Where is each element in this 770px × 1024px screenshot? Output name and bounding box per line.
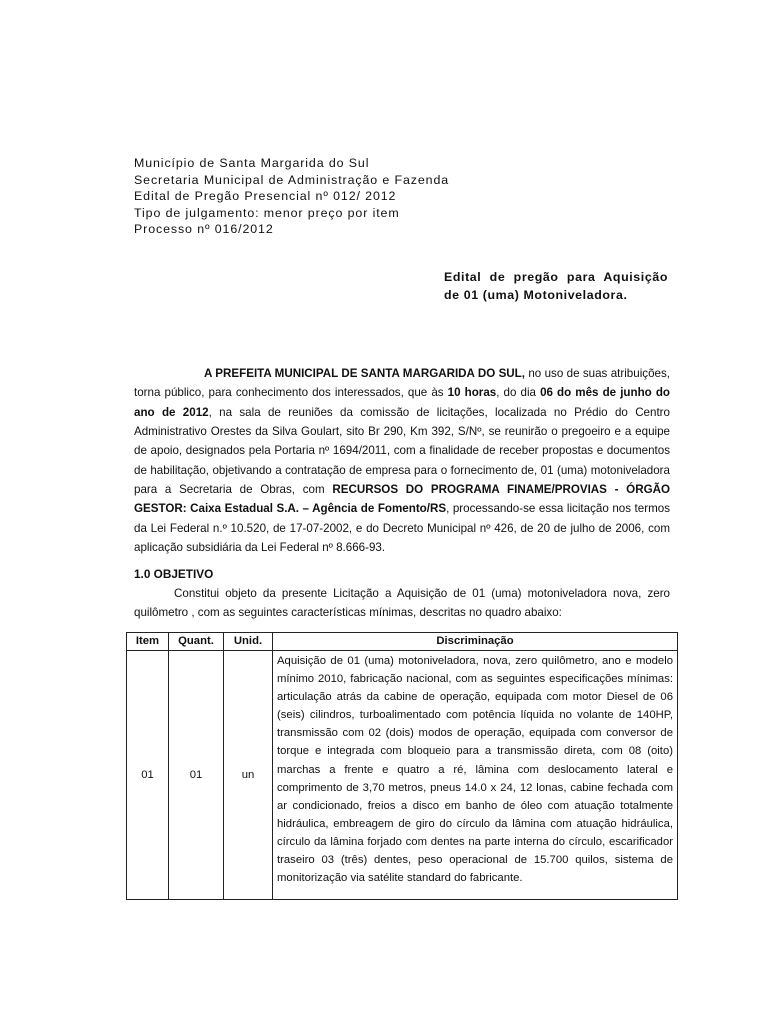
intro-paragraph (134, 364, 670, 557)
header-judgment-type: Tipo de julgamento: menor preço por item (134, 205, 400, 220)
intro-funding-source: RECURSOS DO PROGRAMA FINAME/PROVIAS - ÓRGÃO GESTOR: Caixa Estadual S.A. – Agência de Fomento/RS (134, 483, 670, 516)
header-edital-number: Edital de Pregão Presencial nº 012/ 2012 (134, 189, 397, 204)
header-description: Discriminação (273, 633, 678, 651)
header-secretariat: Secretaria Municipal de Administração e Fazenda (134, 172, 450, 187)
header-quant: Quant. (169, 633, 224, 651)
header-municipality: Município de Santa Margarida do Sul (134, 156, 370, 170)
table-row (127, 651, 678, 900)
cell-item: 01 (127, 651, 169, 900)
document-header (134, 155, 554, 238)
intro-text-2: , do dia (496, 386, 541, 400)
header-process-number: Processo nº 016/2012 (134, 222, 274, 237)
intro-text-3: , na sala de reuniões da comissão de licitações, localizada no Prédio do Centro Administrativo Orestes da Silva Goulart, sito Br 290, Km 392, S/Nº, se reunirão o pregoeiro e a equipe de apoio, designados pela Portaria nº 1694/2011, com a finalidade de receber propostas e documentos de habilitação, objetivando a contratação de empresa para o fornecimento de, 01 (uma) motoniveladora para a Secretaria de Obras, com (134, 405, 670, 497)
cell-quant: 01 (169, 651, 224, 900)
intro-time: 10 horas (447, 386, 497, 400)
table-header-row (127, 633, 678, 651)
document-subject: Edital de pregão para Aquisição de 01 (uma) Motoniveladora. (444, 270, 668, 302)
intro-date: 06 do mês de junho do ano de 2012 (134, 386, 670, 419)
cell-unid: un (224, 651, 273, 900)
intro-authority: A PREFEITA MUNICIPAL DE SANTA MARGARIDA DO SUL, (204, 367, 525, 380)
header-item: Item (127, 633, 169, 651)
intro-text-1: no uso de suas atribuições, torna público, para conhecimento dos interessados, que às (134, 367, 670, 400)
header-unid: Unid. (224, 633, 273, 651)
cell-description: Aquisição de 01 (uma) motoniveladora, nova, zero quilômetro, ano e modelo mínimo 2010, fabricação nacional, com as seguintes especificações mínimas: articulação atrás da cabine de operação, equipada com motor Diesel de 06 (seis) cilindros, turboalimentado com potência líquida no volante de 140HP, transmissão com 02 (dois) modos de operação, equipada com conversor de torque e integrada com bloqueio para a transmissão direta, com 08 (oito) marchas a frente e quatro a ré, lâmina com deslocamento lateral e comprimento de 3,70 metros, pneus 14.0 x 24, 12 lonas, cabine fechada com ar condicionado, freios a disco em banho de óleo com atuação totalmente hidráulica, embreagem de giro do círculo da lâmina com atuação hidráulica, círculo da lâmina forjado com dentes na parte interna do círculo, escarificador traseiro 03 (três) dentes, peso operacional de 15.700 quilos, sistema de monitorização via satélite standard do fabricante. (273, 651, 678, 900)
intro-text-4: , processando-se essa licitação nos termos da Lei Federal n.º 10.520, de 17-07-2002, e do Decreto Municipal nº 426, de 20 de julho de 2006, com aplicação subsidiária da Lei Federal nº 8.666-93. (134, 502, 670, 555)
objective-paragraph: Constitui objeto da presente Licitação a Aquisição de 01 (uma) motoniveladora nova, zero quilômetro , com as seguintes características mínimas, descritas no quadro abaixo: (134, 587, 670, 620)
items-table (126, 632, 678, 900)
section-title: 1.0 OBJETIVO (134, 567, 214, 581)
